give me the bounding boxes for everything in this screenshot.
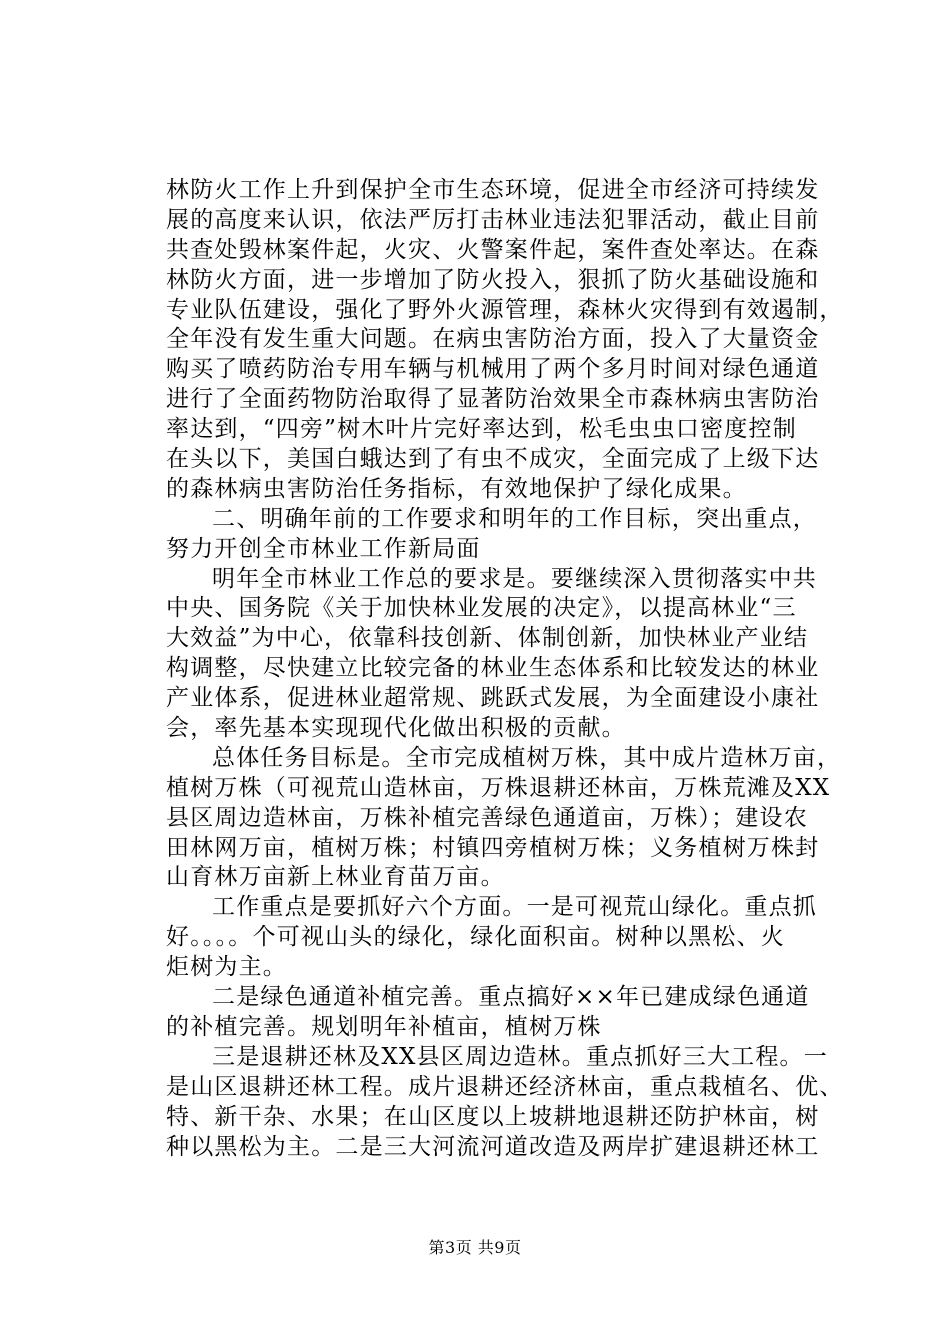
text-line: 县区周边造林亩，万株补植完善绿色通道亩，万株）；建设农 xyxy=(166,804,808,831)
text-line: 林防火方面，进一步增加了防火投入，狠抓了防火基础设施和 xyxy=(166,266,820,293)
body-text xyxy=(166,176,844,1162)
text-line: 林防火工作上升到保护全市生态环境，促进全市经济可持续发 xyxy=(166,177,820,203)
text-line: 植树万株（可视荒山造林亩，万株退耕还林亩，万株荒滩及XX xyxy=(166,774,831,801)
text-line: 在头以下，美国白蛾达到了有虫不成灾，全面完成了上级下达 xyxy=(166,446,820,473)
text-line: 是山区退耕还林工程。成片退耕还经济林亩，重点栽植名、优、 xyxy=(166,1073,844,1100)
text-line: 会，率先基本实现现代化做出积极的贡献。 xyxy=(166,715,626,742)
text-line: 三是退耕还林及XX县区周边造林。重点抓好三大工程。一 xyxy=(212,1043,828,1070)
text-line: 的森林病虫害防治任务指标，有效地保护了绿化成果。 xyxy=(166,475,747,502)
text-line: 全年没有发生重大问题。在病虫害防治方面，投入了大量资金 xyxy=(166,326,820,353)
text-line: 努力开创全市林业工作新局面 xyxy=(166,535,481,562)
text-line: 构调整，尽快建立比较完备的林业生态体系和比较发达的林业 xyxy=(166,655,820,682)
text-line: 田林网万亩，植树万株；村镇四旁植树万株；义务植树万株封 xyxy=(166,834,820,861)
text-line: 共查处毁林案件起，火灾、火警案件起，案件查处率达。在森 xyxy=(166,236,820,263)
text-line: 产业体系，促进林业超常规、跳跃式发展，为全面建设小康社 xyxy=(166,685,820,712)
text-line: 中央、国务院《关于加快林业发展的决定》，以提高林业“三 xyxy=(166,595,797,622)
text-line: 二是绿色通道补植完善。重点搞好××年已建成绿色通道 xyxy=(212,984,810,1011)
page-footer: 第3页 共9页 xyxy=(428,1238,522,1257)
text-line: 山育林万亩新上林业育苗万亩。 xyxy=(166,864,505,891)
text-line: 种以黑松为主。二是三大河流河道改造及两岸扩建退耕还林工 xyxy=(166,1133,820,1160)
text-line: 率达到，“四旁”树木叶片完好率达到，松毛虫虫口密度控制 xyxy=(166,416,797,443)
text-line: 工作重点是要抓好六个方面。一是可视荒山绿化。重点抓 xyxy=(212,894,817,921)
text-line: 展的高度来认识，依法严厉打击林业违法犯罪活动，截止目前 xyxy=(166,206,820,233)
text-line: 好。。。。个可视山头的绿化，绿化面积亩。树种以黑松、火 xyxy=(166,924,785,951)
text-line: 专业队伍建设，强化了野外火源管理，森林火灾得到有效遏制， xyxy=(166,296,844,323)
text-line: 总体任务目标是。全市完成植树万株，其中成片造林万亩， xyxy=(212,744,842,771)
text-line: 大效益”为中心，依靠科技创新、体制创新，加快林业产业结 xyxy=(166,625,809,652)
text-line: 明年全市林业工作总的要求是。要继续深入贯彻落实中共 xyxy=(212,565,817,592)
text-line: 炬树为主。 xyxy=(166,954,287,981)
text-line: 二、明确年前的工作要求和明年的工作目标，突出重点， xyxy=(212,505,817,532)
text-line: 特、新干杂、水果；在山区度以上坡耕地退耕还防护林亩，树 xyxy=(166,1103,820,1130)
text-line: 购买了喷药防治专用车辆与机械用了两个多月时间对绿色通道 xyxy=(166,356,820,383)
text-line: 的补植完善。规划明年补植亩，植树万株 xyxy=(166,1013,602,1040)
text-line: 进行了全面药物防治取得了显著防治效果全市森林病虫害防治 xyxy=(166,386,820,413)
